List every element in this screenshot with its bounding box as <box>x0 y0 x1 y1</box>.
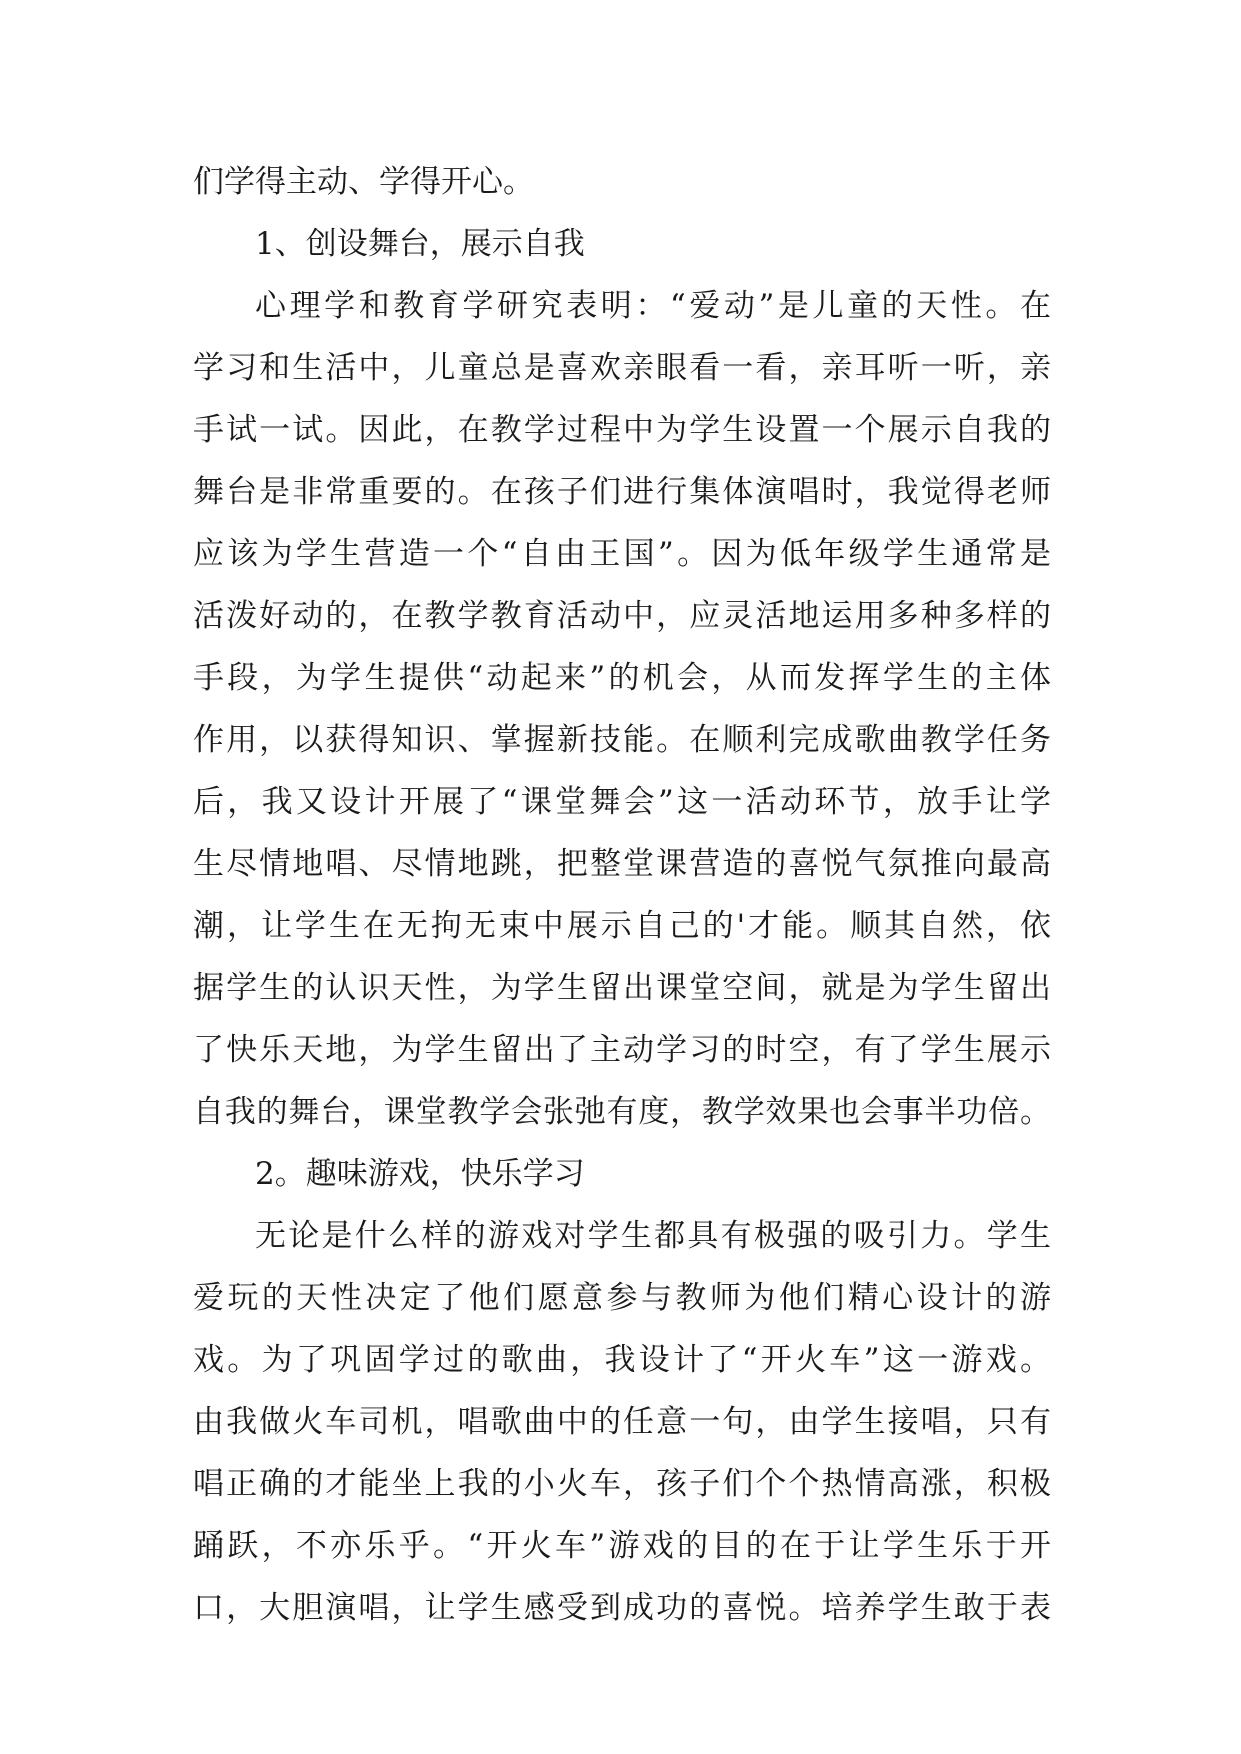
paragraph-line: 心理学和教育学研究表明：“爱动”是儿童的天性。在 <box>255 288 1051 324</box>
paragraph-line: 舞台是非常重要的。在孩子们进行集体演唱时，我觉得老师 <box>193 474 1051 510</box>
paragraph-line: 口，大胆演唱，让学生感受到成功的喜悦。培养学生敢于表 <box>193 1590 1051 1626</box>
paragraph-line: 踊跃，不亦乐乎。“开火车”游戏的目的在于让学生乐于开 <box>193 1528 1051 1564</box>
paragraph-line: 自我的舞台，课堂教学会张弛有度，教学效果也会事半功倍。 <box>193 1094 1051 1130</box>
paragraph-line: 潮，让学生在无拘无束中展示自己的'才能。顺其自然，依 <box>193 908 1051 944</box>
paragraph-line: 无论是什么样的游戏对学生都具有极强的吸引力。学生 <box>255 1218 1051 1254</box>
paragraph-line: 唱正确的才能坐上我的小火车，孩子们个个热情高涨，积极 <box>193 1466 1051 1502</box>
paragraph-line: 们学得主动、学得开心。 <box>193 164 534 200</box>
paragraph-line: 作用，以获得知识、掌握新技能。在顺利完成歌曲教学任务 <box>193 722 1051 758</box>
paragraph-line: 手段，为学生提供“动起来”的机会，从而发挥学生的主体 <box>193 660 1051 696</box>
paragraph-line: 后，我又设计开展了“课堂舞会”这一活动环节，放手让学 <box>193 784 1051 820</box>
paragraph-line: 活泼好动的，在教学教育活动中，应灵活地运用多种多样的 <box>193 598 1051 634</box>
paragraph-line: 手试一试。因此，在教学过程中为学生设置一个展示自我的 <box>193 412 1051 448</box>
section-heading: 1、创设舞台，展示自我 <box>255 226 585 262</box>
paragraph-line: 爱玩的天性决定了他们愿意参与教师为他们精心设计的游 <box>193 1280 1051 1316</box>
paragraph-line: 学习和生活中，儿童总是喜欢亲眼看一看，亲耳听一听，亲 <box>193 350 1051 386</box>
paragraph-line: 应该为学生营造一个“自由王国”。因为低年级学生通常是 <box>193 536 1051 572</box>
paragraph-line: 生尽情地唱、尽情地跳，把整堂课营造的喜悦气氛推向最高 <box>193 846 1051 882</box>
body-text <box>193 151 1051 1639</box>
paragraph-line: 据学生的认识天性，为学生留出课堂空间，就是为学生留出 <box>193 970 1051 1006</box>
paragraph-line: 戏。为了巩固学过的歌曲，我设计了“开火车”这一游戏。 <box>193 1342 1051 1378</box>
paragraph-line: 了快乐天地，为学生留出了主动学习的时空，有了学生展示 <box>193 1032 1051 1068</box>
section-heading: 2。趣味游戏，快乐学习 <box>255 1156 585 1192</box>
paragraph-line: 由我做火车司机，唱歌曲中的任意一句，由学生接唱，只有 <box>193 1404 1051 1440</box>
